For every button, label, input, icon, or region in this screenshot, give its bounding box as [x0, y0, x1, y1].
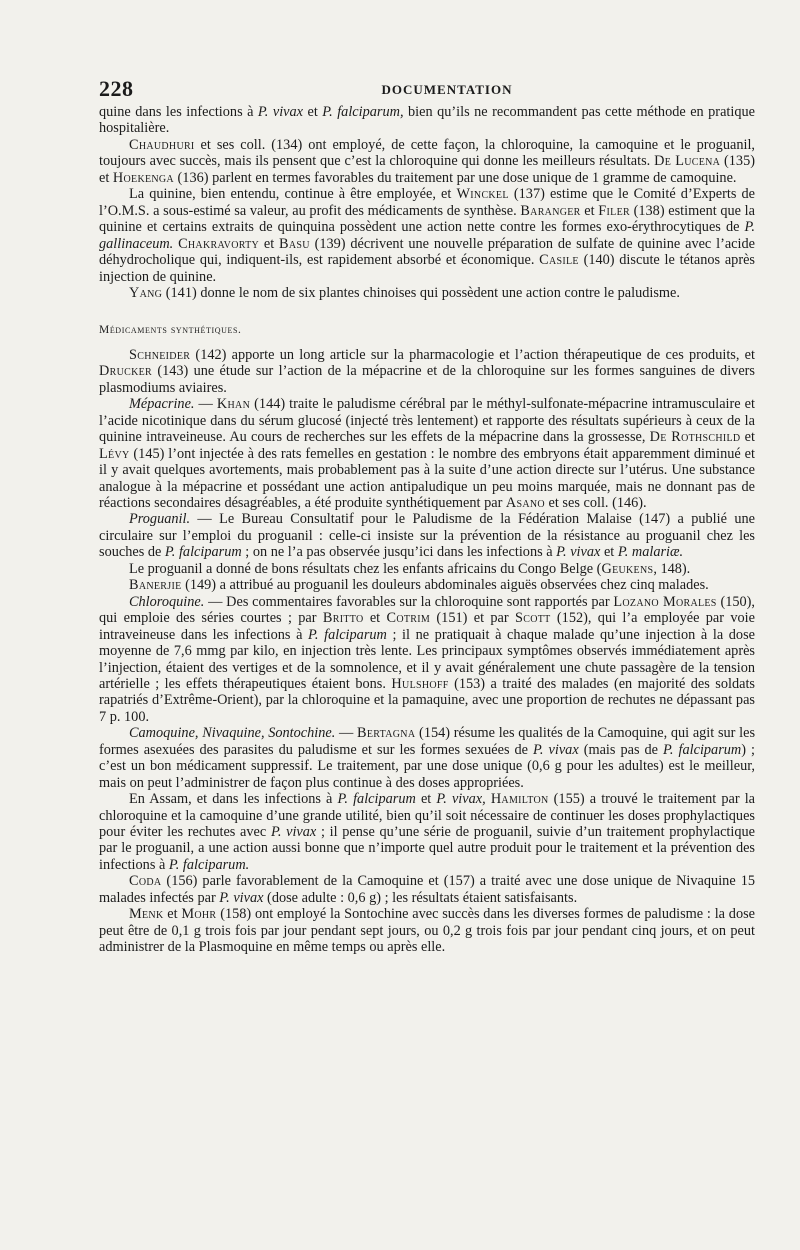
text-run: — Le Bureau Consultatif pour le Paludisme de la Fédération Malaise (147) a publié une circulaire sur l’emploi du proguanil : celle-ci insiste sur la prévention de la résistance au proguanil chez les souches de [99, 511, 755, 561]
running-title: DOCUMENTATION [381, 82, 513, 97]
author-name: Khan [216, 396, 251, 413]
text-run: , 148). [653, 560, 691, 577]
author-name: Lozano Morales [613, 593, 717, 610]
text-run: (139) décrivent une nouvelle préparation de sulfate de quinine avec l’acide déhydrocholique qui, indiquent-ils, est rapidement absorbé et économique. [99, 235, 755, 269]
italic-text: P. falciparum [308, 626, 387, 643]
author-name: Hoekenga [112, 169, 174, 186]
text-run: (154) résume les qualités de la Camoquine, qui agit sur les formes asexuées des parasites du paludisme et sur les formes sexuées de [99, 725, 756, 758]
author-name: Mohr [181, 906, 217, 923]
text-run: (143) une étude sur l’action de la mépacrine et de la chloroquine sur les formes sanguines de divers plasmodiums aviaires. [99, 363, 755, 396]
text-run: ; il pense qu’une série de proguanil, suivie d’un traitement prophylactique par le proguanil, a une action aussi bonne que n’importe quel autre produit pour le traitement et la prévention des infections à [99, 824, 756, 873]
paragraph [99, 186, 755, 285]
italic-text: P. vivax [533, 741, 579, 758]
italic-text: P. falciparum [337, 791, 416, 808]
author-name: Filer [598, 202, 630, 219]
author-name: Lévy [99, 445, 130, 462]
author-name: Scott [515, 610, 551, 627]
text-run: et [740, 429, 755, 446]
text-run: (135) et [99, 153, 755, 186]
author-name: Baranger [520, 202, 581, 219]
text-run: bien qu’ils ne recommandent pas cette méthode en pratique hospitalière. [99, 104, 755, 137]
paragraph [99, 285, 755, 301]
italic-text: P. falciparum [663, 741, 742, 758]
text-run: et [163, 906, 182, 923]
author-name: Menk [129, 906, 164, 923]
italic-text: P. malariæ. [617, 544, 684, 561]
text-run: (137) estime que le Comité d’Experts de l’O.M.S. a sous-estimé sa valeur, au profit des médicaments de synthèse. [99, 186, 755, 219]
text-run: (155) a trouvé le traitement par la chloroquine et la camoquine d’une grande utilité, bien qu’il soit nécessaire de continuer les doses prophylactiques pour éviter les rechutes avec [99, 791, 756, 841]
text-run: et ses coll. (134) ont employé, de cette façon, la chloroquine, la camoquine et le proguanil, toujours avec succès, mais ils pensent que c’est la chloroquine qui donne les meilleurs résultats. [99, 136, 755, 170]
text-run: (138) estiment que la quinine et certains extraits de quinquina possèdent une action nette contre les formes exo-érythrocytiques de [99, 202, 755, 236]
text-run: — [194, 396, 217, 413]
text-run: (136) parlent en termes favorables du traitement par une dose unique de 1 gramme de camoquine. [173, 169, 737, 186]
italic-text: P. vivax [270, 824, 317, 841]
page-header [99, 70, 755, 104]
italic-text: P. vivax [556, 544, 601, 561]
italic-text: P. vivax [257, 104, 304, 120]
paragraph [99, 511, 755, 560]
text-run: (mais pas de [578, 741, 664, 758]
text-run: ; on ne l’a pas observée jusqu’ici dans les infections à [241, 544, 557, 561]
author-name: Geukens [601, 560, 654, 577]
text-run: (151) et par [430, 610, 515, 627]
text-run: — [335, 725, 358, 742]
text-run: (141) donne le nom de six plantes chinoises qui possèdent une action contre le paludisme. [162, 284, 680, 301]
text-run: (150), qui emploie des séries courtes ; par [99, 593, 755, 627]
italic-text: Camoquine, Nivaquine, Sontochine. [129, 725, 336, 742]
text-run: (153) a traité des malades (en majorité des soldats rapatriés d’Extrême-Orient), par la chloroquine et la pamaquine, avec une proportion de rechutes ne dépassant pas 7 p. 100. [99, 675, 755, 725]
text-run: et [259, 235, 279, 252]
text-run: (152), qui l’a employée par voie intraveineuse dans les infections à [99, 610, 755, 643]
text-run: Le proguanil a donné de bons résultats chez les enfants africains du Congo Belge ( [129, 560, 602, 577]
text-run: (142) apporte un long article sur la pharmacologie et l’action thérapeutique de ces produits, et [190, 346, 755, 363]
text-run: et [415, 791, 437, 808]
author-name: Chakravorty [178, 235, 260, 252]
italic-text: P. vivax, [436, 791, 486, 808]
author-name: Casile [539, 252, 579, 269]
text-run: et [580, 202, 599, 219]
italic-text: P. falciparum, [322, 104, 404, 120]
text-run: Médicaments synthétiques. [99, 324, 242, 337]
paragraph [99, 873, 755, 906]
author-name: Winckel [456, 186, 509, 203]
author-name: De Rothschild [649, 429, 741, 446]
paragraph [99, 561, 755, 577]
text-run: — Des commentaires favorables sur la chloroquine sont rapportés par [204, 593, 614, 610]
page-number: 228 [99, 76, 134, 101]
author-name: Cotrim [386, 610, 431, 627]
author-name: Yang [129, 284, 163, 301]
italic-text: Proguanil. [129, 511, 191, 528]
text-run: (145) l’ont injectée à des rats femelles en gestation : le nombre des embryons était apparemment diminué et il y avait quelques avortements, mais probablement pas à la suite d’une action directe sur l’utérus. Une substance analogue à la mépacrine et possédant une action antipaludique un peu moins marquée, mais ne donnant pas de réactions secondaires désagréables, a été produite synthétiquement par [99, 445, 755, 511]
text-run: (dose adulte : 0,6 g) ; les résultats étaient satisfaisants. [263, 889, 578, 906]
text-run: (156) parle favorablement de la Camoquine et (157) a traité avec une dose unique de Nivaquine 15 malades infectés par [99, 873, 755, 906]
text-run: En Assam, et dans les infections à [129, 791, 338, 808]
author-name: Banerjie [129, 577, 182, 594]
text-run: (158) ont employé la Sontochine avec succès dans les diverses formes de paludisme : la dose peut être de 0,1 g trois fois par jour pendant sept jours, ou 0,2 g trois fois par jour pendant cinq jours, et on peut administrer de la Plasmoquine en même temps ou après elle. [99, 906, 755, 956]
text-run: ) ; c’est un bon médicament suppressif. Le traitement, par une dose unique (0,6 g pour les adultes) est le meilleur, mais on peut l’administrer de façon plus continue à des doses appropriées. [99, 741, 755, 791]
text-run: quine dans les infections à [99, 104, 258, 120]
author-name: De Lucena [654, 153, 721, 170]
italic-text: Chloroquine. [129, 593, 205, 610]
paragraph [99, 396, 755, 511]
text-run: et [363, 610, 387, 627]
paragraph [99, 725, 755, 791]
author-name: Drucker [99, 363, 152, 380]
text-run: et [600, 544, 618, 561]
italic-text: P. vivax [219, 889, 264, 906]
author-name: Chaudhuri [129, 136, 195, 153]
author-name: Coda [129, 873, 162, 890]
author-name: Bertagna [357, 725, 416, 742]
section-heading [99, 322, 755, 338]
text-run: et [303, 104, 323, 120]
italic-text: P. gallinaceum. [99, 219, 755, 252]
text-run: ; il ne pratiquait à chaque malade qu’une injection à la dose moyenne de 7,6 mmg par kilo, en injection très lente. Les principaux symptômes observés immédiatement après l’injection, étaient des vertiges et de la somnolence, et il y avait généralement une chute passagère de la tension artérielle ; les effets thérapeutiques étaient bons. [99, 626, 755, 692]
text-run: (144) traite le paludisme cérébral par le méthyl-sulfonate-mépacrine intramusculaire et l’acide nicotinique dans du sérum glucosé (injecté très lentement) et rapporte des résultats supérieurs à ceux de la quinine intraveineuse. Au cours de recherches sur les effets de la mépacrine dans la grossesse, [99, 396, 755, 446]
author-name: Asano [505, 494, 545, 511]
author-name: Hulshoff [391, 675, 449, 692]
text-run: La quinine, bien entendu, continue à être employée, et [129, 186, 457, 203]
italic-text: P. falciparum [164, 544, 242, 561]
paragraph [99, 791, 755, 873]
italic-text: Mépacrine. [129, 396, 195, 413]
paragraph [99, 577, 755, 593]
author-name: Britto [322, 610, 364, 627]
paragraph [99, 347, 755, 396]
italic-text: P. falciparum. [168, 856, 250, 873]
author-name: Schneider [129, 346, 191, 363]
text-run: et ses coll. (146). [544, 494, 647, 511]
paragraph [99, 137, 755, 186]
paragraph [99, 104, 755, 137]
text-run: (149) a attribué au proguanil les douleurs abdominales aiguës observées chez cinq malades. [181, 577, 709, 594]
paragraph [99, 594, 755, 726]
text-run: (140) discute le tétanos après injection de quinine. [99, 252, 755, 285]
author-name: Hamilton [490, 791, 549, 808]
paragraph [99, 906, 755, 955]
document-body [99, 104, 755, 956]
author-name: Basu [279, 235, 310, 252]
